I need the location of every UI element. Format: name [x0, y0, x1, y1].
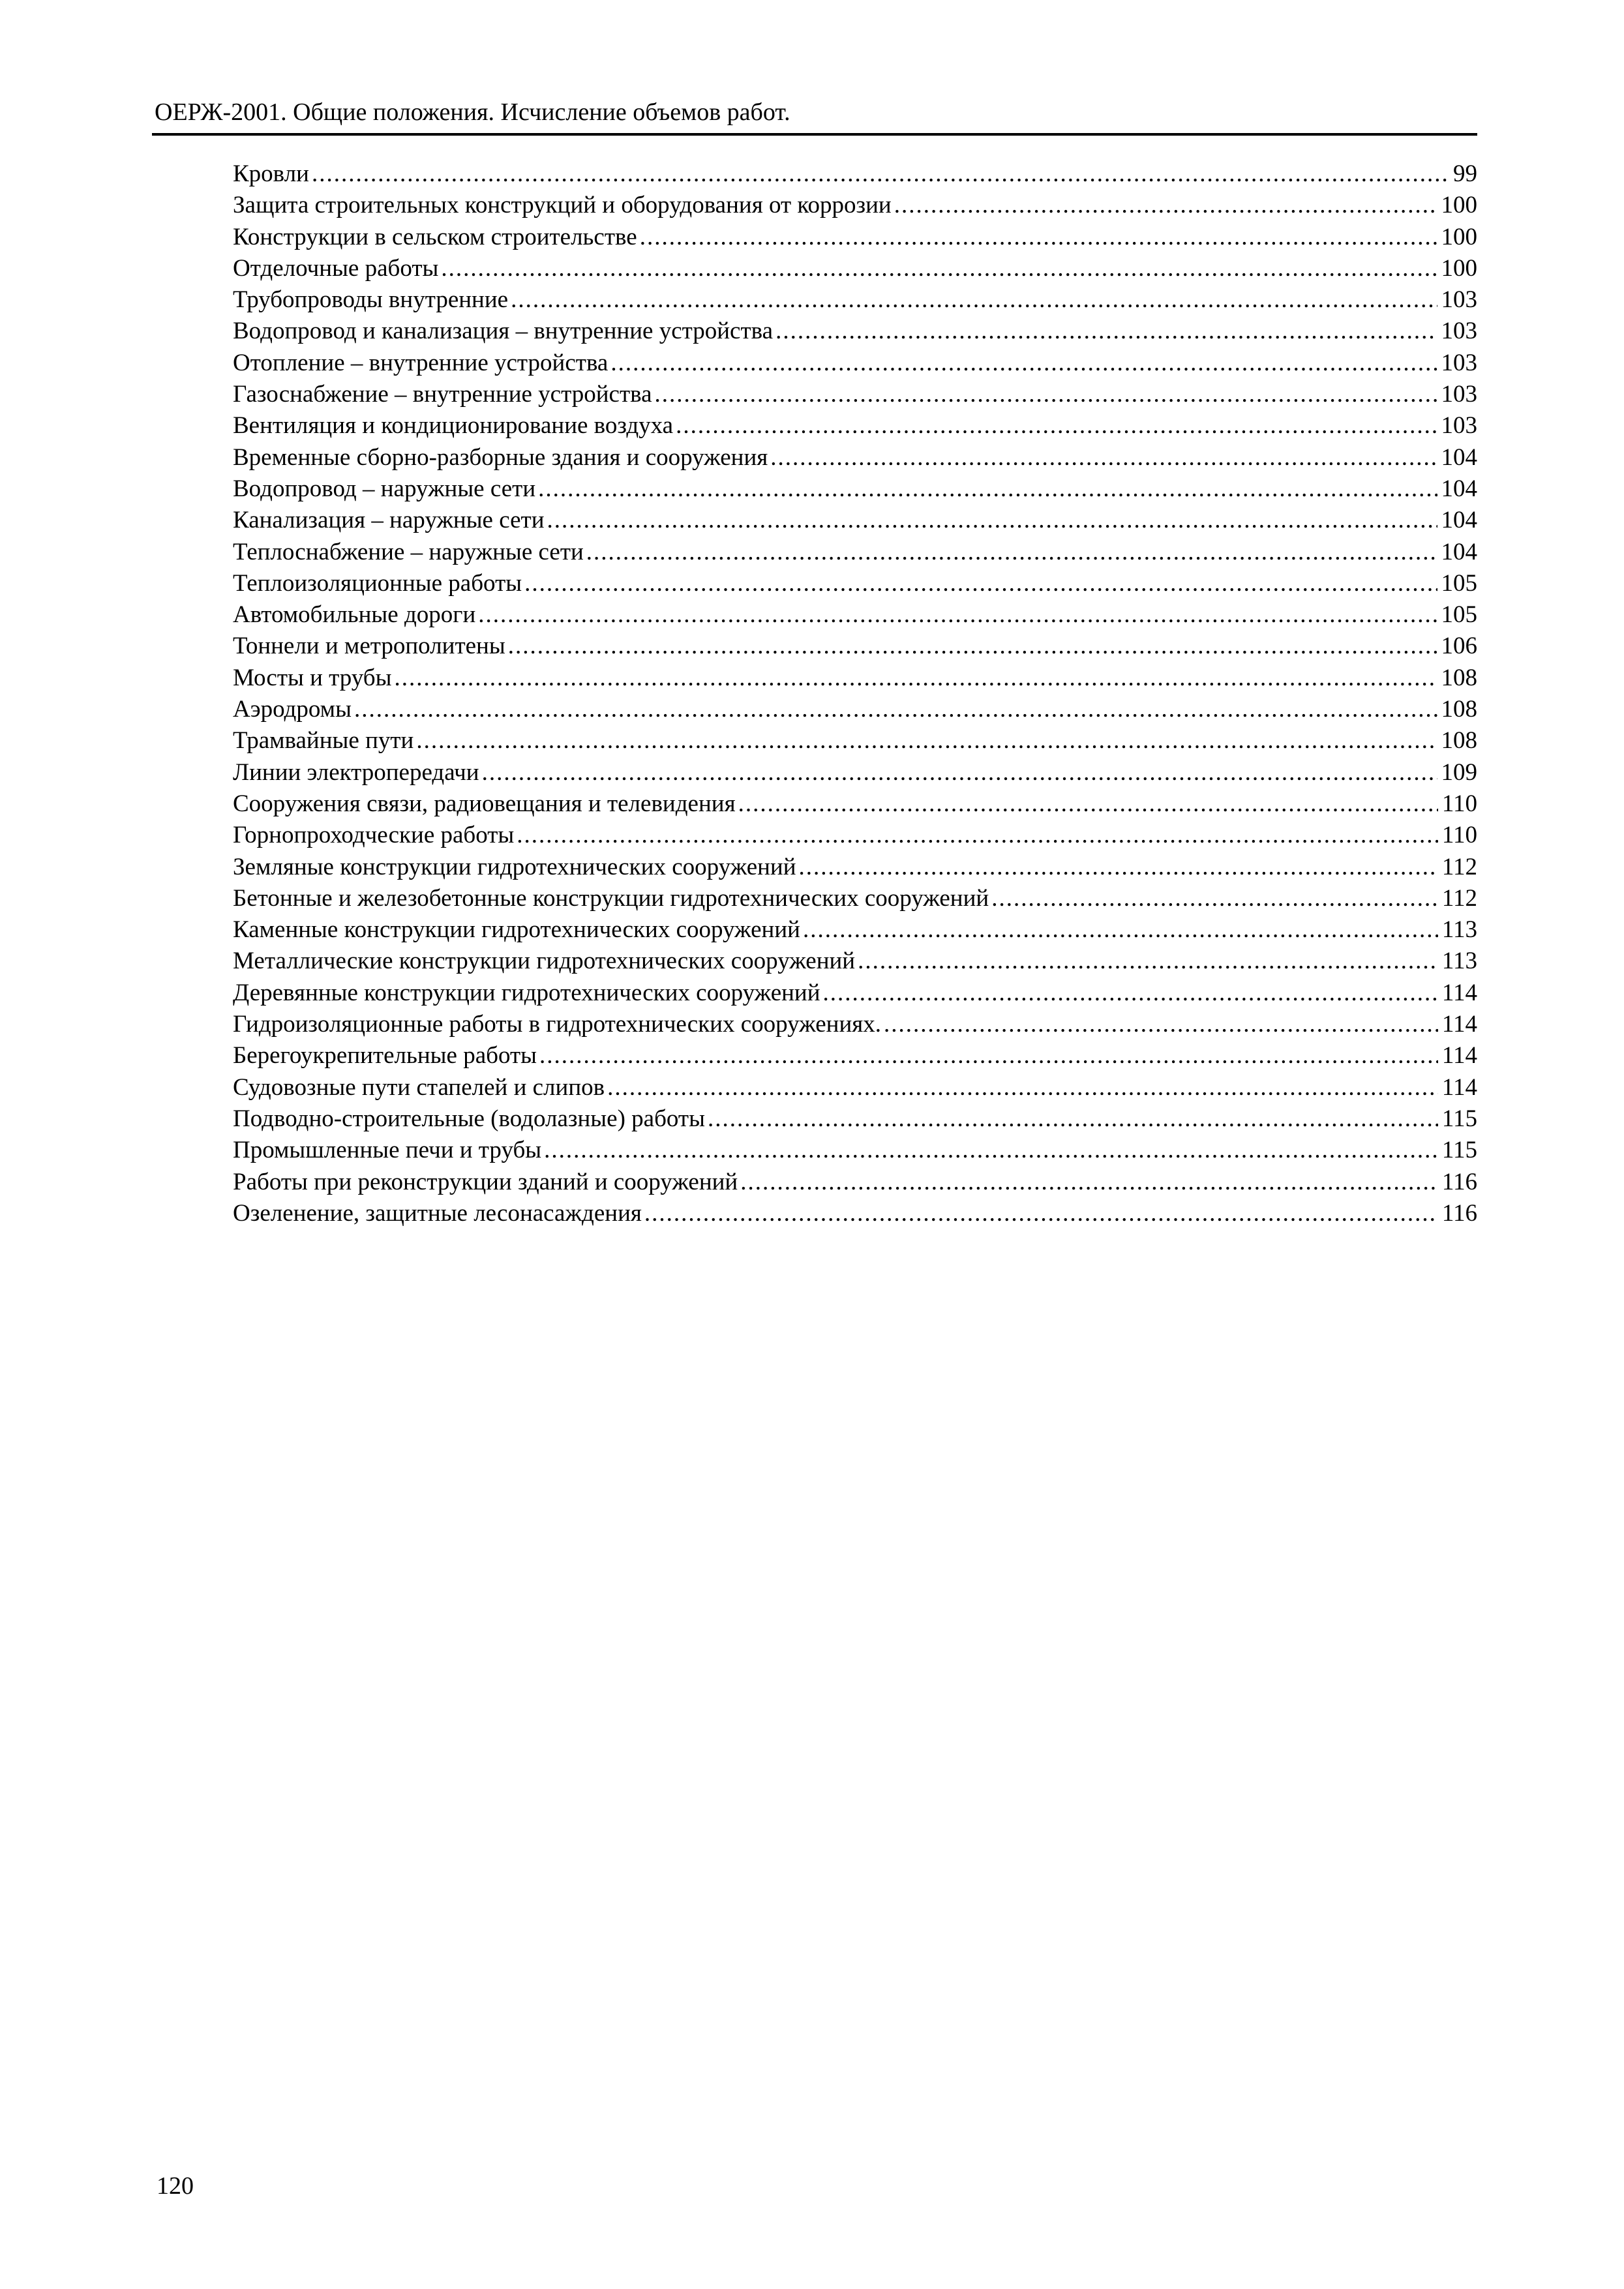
toc-dot-leader [539, 1040, 1438, 1071]
toc-entry-page: 99 [1453, 160, 1477, 187]
toc-entry-title: Кровли [233, 160, 309, 187]
toc-entry-title: Автомобильные дороги [233, 601, 476, 629]
toc-dot-leader [884, 1009, 1438, 1040]
toc-dot-leader [738, 788, 1438, 820]
toc-entry-title: Водопровод и канализация – внутренние устройства [233, 318, 774, 345]
toc-entry[interactable] [233, 820, 1477, 851]
toc-dot-leader [517, 820, 1438, 851]
toc-entry-title: Отделочные работы [233, 254, 439, 282]
toc-entry-page: 108 [1441, 664, 1477, 691]
toc-dot-leader [894, 190, 1437, 221]
toc-dot-leader [823, 978, 1438, 1009]
running-header [152, 98, 1477, 136]
toc-entry-page: 103 [1441, 412, 1477, 440]
toc-entry-page: 108 [1441, 727, 1477, 755]
toc-entry[interactable] [233, 1040, 1477, 1071]
toc-dot-leader [354, 694, 1437, 725]
toc-entry-page: 113 [1441, 948, 1477, 975]
toc-entry[interactable] [233, 788, 1477, 820]
toc-entry-page: 106 [1441, 633, 1477, 660]
toc-entry-title: Работы при реконструкции зданий и сооружений [233, 1168, 738, 1195]
toc-entry-title: Мосты и трубы [233, 664, 392, 691]
page-number: 120 [157, 2172, 194, 2200]
toc-entry[interactable] [233, 757, 1477, 788]
toc-entry-page: 116 [1441, 1168, 1477, 1195]
toc-entry-page: 114 [1441, 1073, 1477, 1101]
toc-entry-title: Теплоизоляционные работы [233, 569, 522, 597]
toc-entry[interactable] [233, 410, 1477, 441]
toc-dot-leader [708, 1103, 1438, 1135]
toc-entry-title: Вентиляция и кондиционирование воздуха [233, 412, 674, 440]
toc-entry[interactable] [233, 883, 1477, 914]
toc-entry-page: 108 [1441, 696, 1477, 723]
toc-entry-title: Гидроизоляционные работы в гидротехнических сооружениях. [233, 1011, 882, 1038]
toc-entry[interactable] [233, 1135, 1477, 1166]
toc-entry[interactable] [233, 1009, 1477, 1040]
toc-entry-page: 113 [1441, 916, 1477, 944]
toc-entry-title: Аэродромы [233, 696, 352, 723]
toc-dot-leader [770, 442, 1437, 473]
toc-dot-leader [508, 631, 1437, 662]
toc-dot-leader [441, 253, 1437, 284]
toc-entry-title: Трубопроводы внутренние [233, 286, 509, 314]
toc-entry[interactable] [233, 914, 1477, 946]
toc-entry-page: 104 [1441, 475, 1477, 502]
toc-entry[interactable] [233, 379, 1477, 410]
toc-entry[interactable] [233, 1198, 1477, 1229]
toc-entry-title: Горнопроходческие работы [233, 822, 515, 849]
toc-entry[interactable] [233, 537, 1477, 568]
toc-entry-page: 114 [1441, 979, 1477, 1006]
toc-entry-title: Тоннели и метрополитены [233, 633, 505, 660]
toc-entry[interactable] [233, 158, 1477, 190]
toc-entry[interactable] [233, 599, 1477, 631]
toc-entry-title: Отопление – внутренние устройства [233, 349, 609, 376]
toc-entry[interactable] [233, 568, 1477, 599]
toc-entry[interactable] [233, 694, 1477, 725]
toc-entry-title: Водопровод – наружные сети [233, 475, 536, 502]
toc-dot-leader [416, 725, 1437, 756]
toc-entry-page: 103 [1441, 318, 1477, 345]
toc-entry-page: 110 [1441, 822, 1477, 849]
toc-entry-title: Конструкции в сельском строительстве [233, 223, 637, 250]
toc-entry-page: 114 [1441, 1011, 1477, 1038]
toc-dot-leader [640, 222, 1437, 253]
toc-dot-leader [312, 158, 1449, 190]
toc-entry-title: Газоснабжение – внутренние устройства [233, 381, 652, 408]
toc-entry-page: 115 [1441, 1105, 1477, 1132]
toc-entry[interactable] [233, 631, 1477, 662]
toc-dot-leader [538, 473, 1437, 505]
toc-entry-title: Деревянные конструкции гидротехнических сооружений [233, 979, 820, 1006]
toc-entry[interactable] [233, 222, 1477, 253]
toc-entry[interactable] [233, 505, 1477, 536]
toc-dot-leader [511, 284, 1437, 316]
running-header-text: ОЕРЖ-2001. Общие положения. Исчисление объемов работ. [155, 98, 790, 126]
toc-dot-leader [676, 410, 1437, 441]
toc-entry-page: 104 [1441, 538, 1477, 565]
toc-dot-leader [803, 914, 1438, 946]
toc-entry[interactable] [233, 190, 1477, 221]
toc-entry-title: Судовозные пути стапелей и слипов [233, 1073, 605, 1101]
toc-entry-page: 104 [1441, 507, 1477, 534]
toc-entry-title: Земляные конструкции гидротехнических сооружений [233, 853, 796, 880]
toc-entry[interactable] [233, 473, 1477, 505]
toc-entry-page: 100 [1441, 192, 1477, 219]
toc-dot-leader [586, 537, 1437, 568]
toc-entry[interactable] [233, 253, 1477, 284]
toc-dot-leader [607, 1072, 1438, 1103]
toc-entry-title: Металлические конструкции гидротехнических сооружений [233, 948, 856, 975]
toc-entry-title: Канализация – наружные сети [233, 507, 545, 534]
toc-entry[interactable] [233, 1103, 1477, 1135]
toc-entry-page: 105 [1441, 569, 1477, 597]
toc-entry-page: 112 [1441, 884, 1477, 912]
toc-dot-leader [524, 568, 1437, 599]
toc-entry-title: Линии электропередачи [233, 758, 479, 786]
toc-dot-leader [740, 1167, 1438, 1198]
toc-entry-page: 112 [1441, 853, 1477, 880]
toc-entry-title: Берегоукрепительные работы [233, 1042, 537, 1070]
toc-entry-page: 103 [1441, 349, 1477, 376]
toc-entry[interactable] [233, 1167, 1477, 1198]
toc-entry[interactable] [233, 663, 1477, 694]
toc-dot-leader [544, 1135, 1438, 1166]
toc-entry[interactable] [233, 348, 1477, 379]
toc-entry-page: 116 [1441, 1199, 1477, 1227]
toc-entry-page: 103 [1441, 286, 1477, 314]
toc-entry[interactable] [233, 1072, 1477, 1103]
toc-dot-leader [799, 852, 1438, 883]
toc-entry-title: Промышленные печи и трубы [233, 1137, 542, 1164]
toc-dot-leader [775, 316, 1437, 347]
toc-entry-page: 114 [1441, 1042, 1477, 1070]
toc-dot-leader [991, 883, 1438, 914]
toc-entry-page: 109 [1441, 758, 1477, 786]
toc-entry-title: Теплоснабжение – наружные сети [233, 538, 584, 565]
toc-dot-leader [482, 757, 1437, 788]
toc-entry-page: 105 [1441, 601, 1477, 629]
toc-entry-title: Бетонные и железобетонные конструкции гидротехнических сооружений [233, 884, 989, 912]
toc-entry-page: 110 [1441, 790, 1477, 817]
toc-dot-leader [547, 505, 1437, 536]
toc-entry-page: 100 [1441, 254, 1477, 282]
toc-entry[interactable] [233, 946, 1477, 977]
toc-entry-page: 103 [1441, 381, 1477, 408]
toc-dot-leader [610, 348, 1437, 379]
toc-entry-title: Сооружения связи, радиовещания и телевидения [233, 790, 736, 817]
toc-entry[interactable] [233, 316, 1477, 347]
toc-entry-title: Временные сборно-разборные здания и сооружения [233, 443, 768, 471]
toc-entry-title: Каменные конструкции гидротехнических сооружений [233, 916, 800, 944]
toc-entry-page: 100 [1441, 223, 1477, 250]
toc-entry-page: 115 [1441, 1137, 1477, 1164]
toc-dot-leader [644, 1198, 1438, 1229]
toc-dot-leader [655, 379, 1437, 410]
toc-dot-leader [858, 946, 1438, 977]
toc-entry[interactable] [233, 852, 1477, 883]
toc-entry[interactable] [233, 442, 1477, 473]
toc-dot-leader [478, 599, 1437, 631]
table-of-contents [233, 158, 1477, 1229]
toc-entry[interactable] [233, 725, 1477, 756]
toc-entry[interactable] [233, 978, 1477, 1009]
toc-entry-page: 104 [1441, 443, 1477, 471]
toc-entry-title: Подводно-строительные (водолазные) работы [233, 1105, 705, 1132]
toc-entry-title: Защита строительных конструкций и оборудования от коррозии [233, 192, 892, 219]
toc-entry-title: Озеленение, защитные лесонасаждения [233, 1199, 642, 1227]
toc-dot-leader [394, 663, 1437, 694]
toc-entry-title: Трамвайные пути [233, 727, 414, 755]
toc-entry[interactable] [233, 284, 1477, 316]
